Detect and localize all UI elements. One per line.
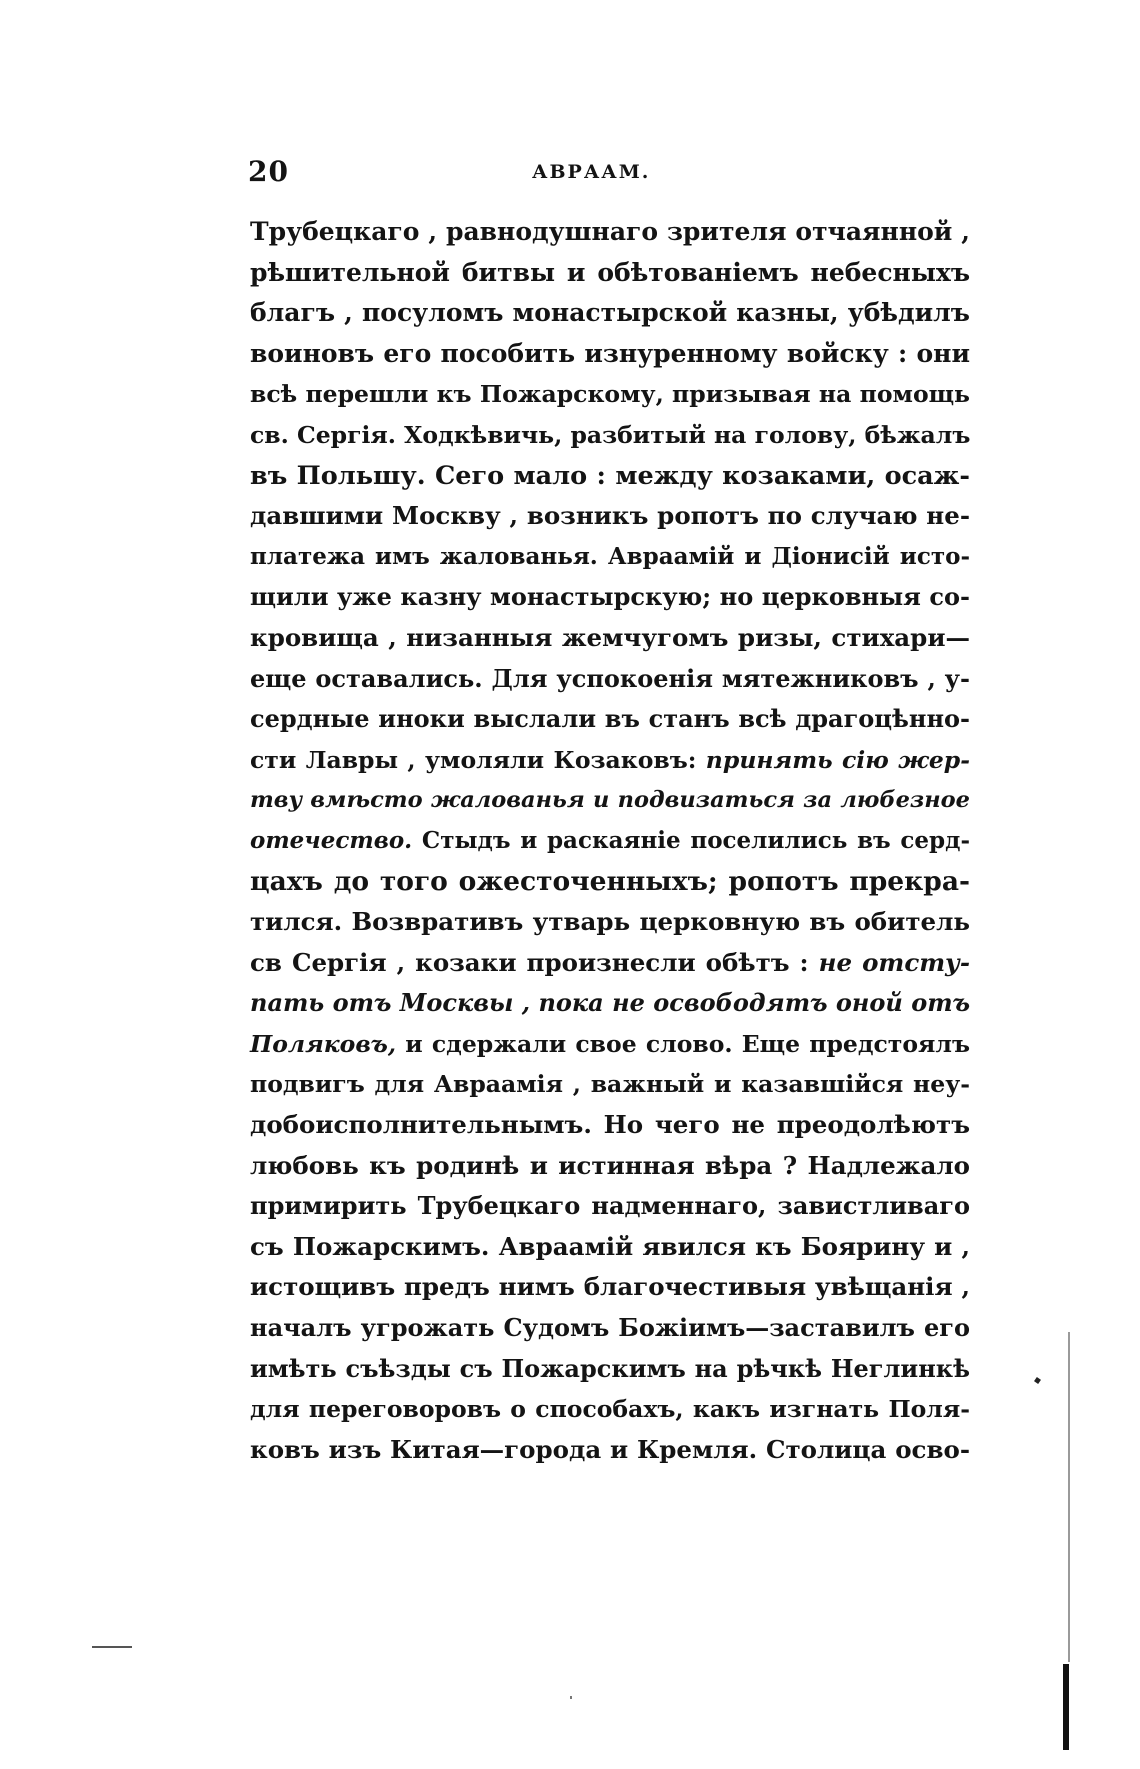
text-line <box>250 902 970 943</box>
running-head <box>248 155 978 195</box>
page-edge-line <box>1068 1332 1070 1662</box>
text-run: Стыдъ и раскаяніе поселились въ серд- <box>412 826 970 854</box>
text-line <box>250 1105 970 1146</box>
text-run: истощивъ предъ нимъ благочестивыя увѣщанія , <box>250 1272 970 1302</box>
text-line <box>250 456 970 497</box>
text-run: съ Пожарскимъ. Авраамій явился къ Боярину и , <box>250 1231 970 1261</box>
text-run: и сдержали свое слово. Еще предстоялъ <box>396 1029 970 1058</box>
text-line <box>250 1064 970 1105</box>
text-line <box>250 334 970 375</box>
text-run: въ Польшу. Сего мало : между козаками, осаж- <box>250 460 970 491</box>
page-edge-mark <box>1063 1664 1069 1750</box>
text-run: Трубецкаго , равнодушнаго зрителя отчаянной , <box>250 217 970 246</box>
text-line <box>250 496 970 537</box>
margin-tick <box>1034 1377 1041 1384</box>
text-line <box>250 699 970 740</box>
text-run: давшими Москву , возникъ ропотъ по случаю не- <box>250 501 970 531</box>
text-line <box>250 374 970 415</box>
text-line <box>250 1186 970 1227</box>
text-run: подвигъ для Авраамія , важный и казавшійся неу- <box>250 1070 970 1099</box>
text-line <box>250 740 970 781</box>
text-run: св. Сергія. Ходкѣвичь, разбитый на голову, бѣжалъ <box>250 420 971 449</box>
text-run: щили уже казну монастырскую; но церковныя со- <box>250 582 970 612</box>
text-run: воиновъ его пособить изнуренному войску : они <box>250 338 970 368</box>
text-line <box>250 821 970 862</box>
text-line <box>250 1227 970 1268</box>
text-run: любовь къ родинѣ и истинная вѣра ? Надлежало <box>250 1150 970 1180</box>
text-run: благъ , посуломъ монастырской казны, убѣдилъ <box>250 298 970 328</box>
italic-text-run: пать отъ Москвы , пока не освободятъ оной отъ <box>250 988 971 1018</box>
margin-rule <box>92 1646 132 1648</box>
text-line <box>250 862 970 903</box>
text-run: для переговоровъ о способахъ, какъ изгнать Поля- <box>250 1395 970 1424</box>
running-title: АВРААМ. <box>532 161 651 183</box>
text-line <box>250 618 970 659</box>
text-line <box>250 1430 970 1471</box>
text-line <box>250 415 970 456</box>
text-run: цахъ до того ожесточенныхъ; ропотъ прекра- <box>250 865 970 897</box>
text-line <box>250 537 970 578</box>
italic-text-run: не отсту- <box>818 947 970 977</box>
text-line <box>250 293 970 334</box>
text-run: еще оставались. Для успокоенія мятежниковъ , у- <box>250 663 970 693</box>
text-line <box>250 1146 970 1187</box>
text-run: всѣ перешли къ Пожарскому, призывая на помощь <box>250 380 970 409</box>
italic-text-run: принять сію жер- <box>705 745 970 774</box>
text-line <box>250 577 970 618</box>
text-line <box>250 1389 970 1430</box>
text-line <box>250 1267 970 1308</box>
text-run: добоисполнительнымъ. Но чего не преодолѣютъ <box>250 1110 970 1140</box>
text-line <box>250 253 970 294</box>
italic-text-run: тву вмѣсто жалованья и подвизаться за любезное <box>250 787 970 814</box>
text-line <box>250 780 970 821</box>
text-line <box>250 1349 970 1390</box>
text-run: ковъ изъ Китая—города и Кремля. Столица осво- <box>250 1434 970 1464</box>
text-line <box>250 212 970 253</box>
page-number: 20 <box>248 155 289 188</box>
text-run: платежа имъ жалованья. Авраамій и Діонисій исто- <box>250 542 970 570</box>
text-line <box>250 943 970 984</box>
ink-speck <box>570 1696 572 1699</box>
text-run: примирить Трубецкаго надменнаго, завистливаго <box>250 1191 970 1221</box>
text-run: св Сергія , козаки произнесли обѣтъ : <box>250 947 819 977</box>
text-line <box>250 659 970 700</box>
text-line <box>250 1024 970 1065</box>
italic-text-run: Поляковъ, <box>250 1029 397 1058</box>
body-text <box>250 212 970 1470</box>
text-run: сти Лавры , умоляли Козаковъ: <box>250 745 706 774</box>
text-run: сердные иноки выслали въ станъ всѣ драгоцѣнно- <box>250 704 970 734</box>
text-run: кровища , низанныя жемчугомъ ризы, стихари— <box>250 622 970 652</box>
text-run: рѣшительной битвы и обѣтованіемъ небесныхъ <box>250 257 970 287</box>
text-line <box>250 983 970 1024</box>
text-run: имѣть съѣзды съ Пожарскимъ на рѣчкѣ Неглинкѣ <box>250 1353 970 1383</box>
text-run: тился. Возвративъ утварь церковную въ обитель <box>250 907 970 937</box>
text-line <box>250 1308 970 1349</box>
italic-text-run: отечество. <box>250 826 413 854</box>
text-run: началъ угрожать Судомъ Божіимъ—заставилъ его <box>250 1313 970 1343</box>
